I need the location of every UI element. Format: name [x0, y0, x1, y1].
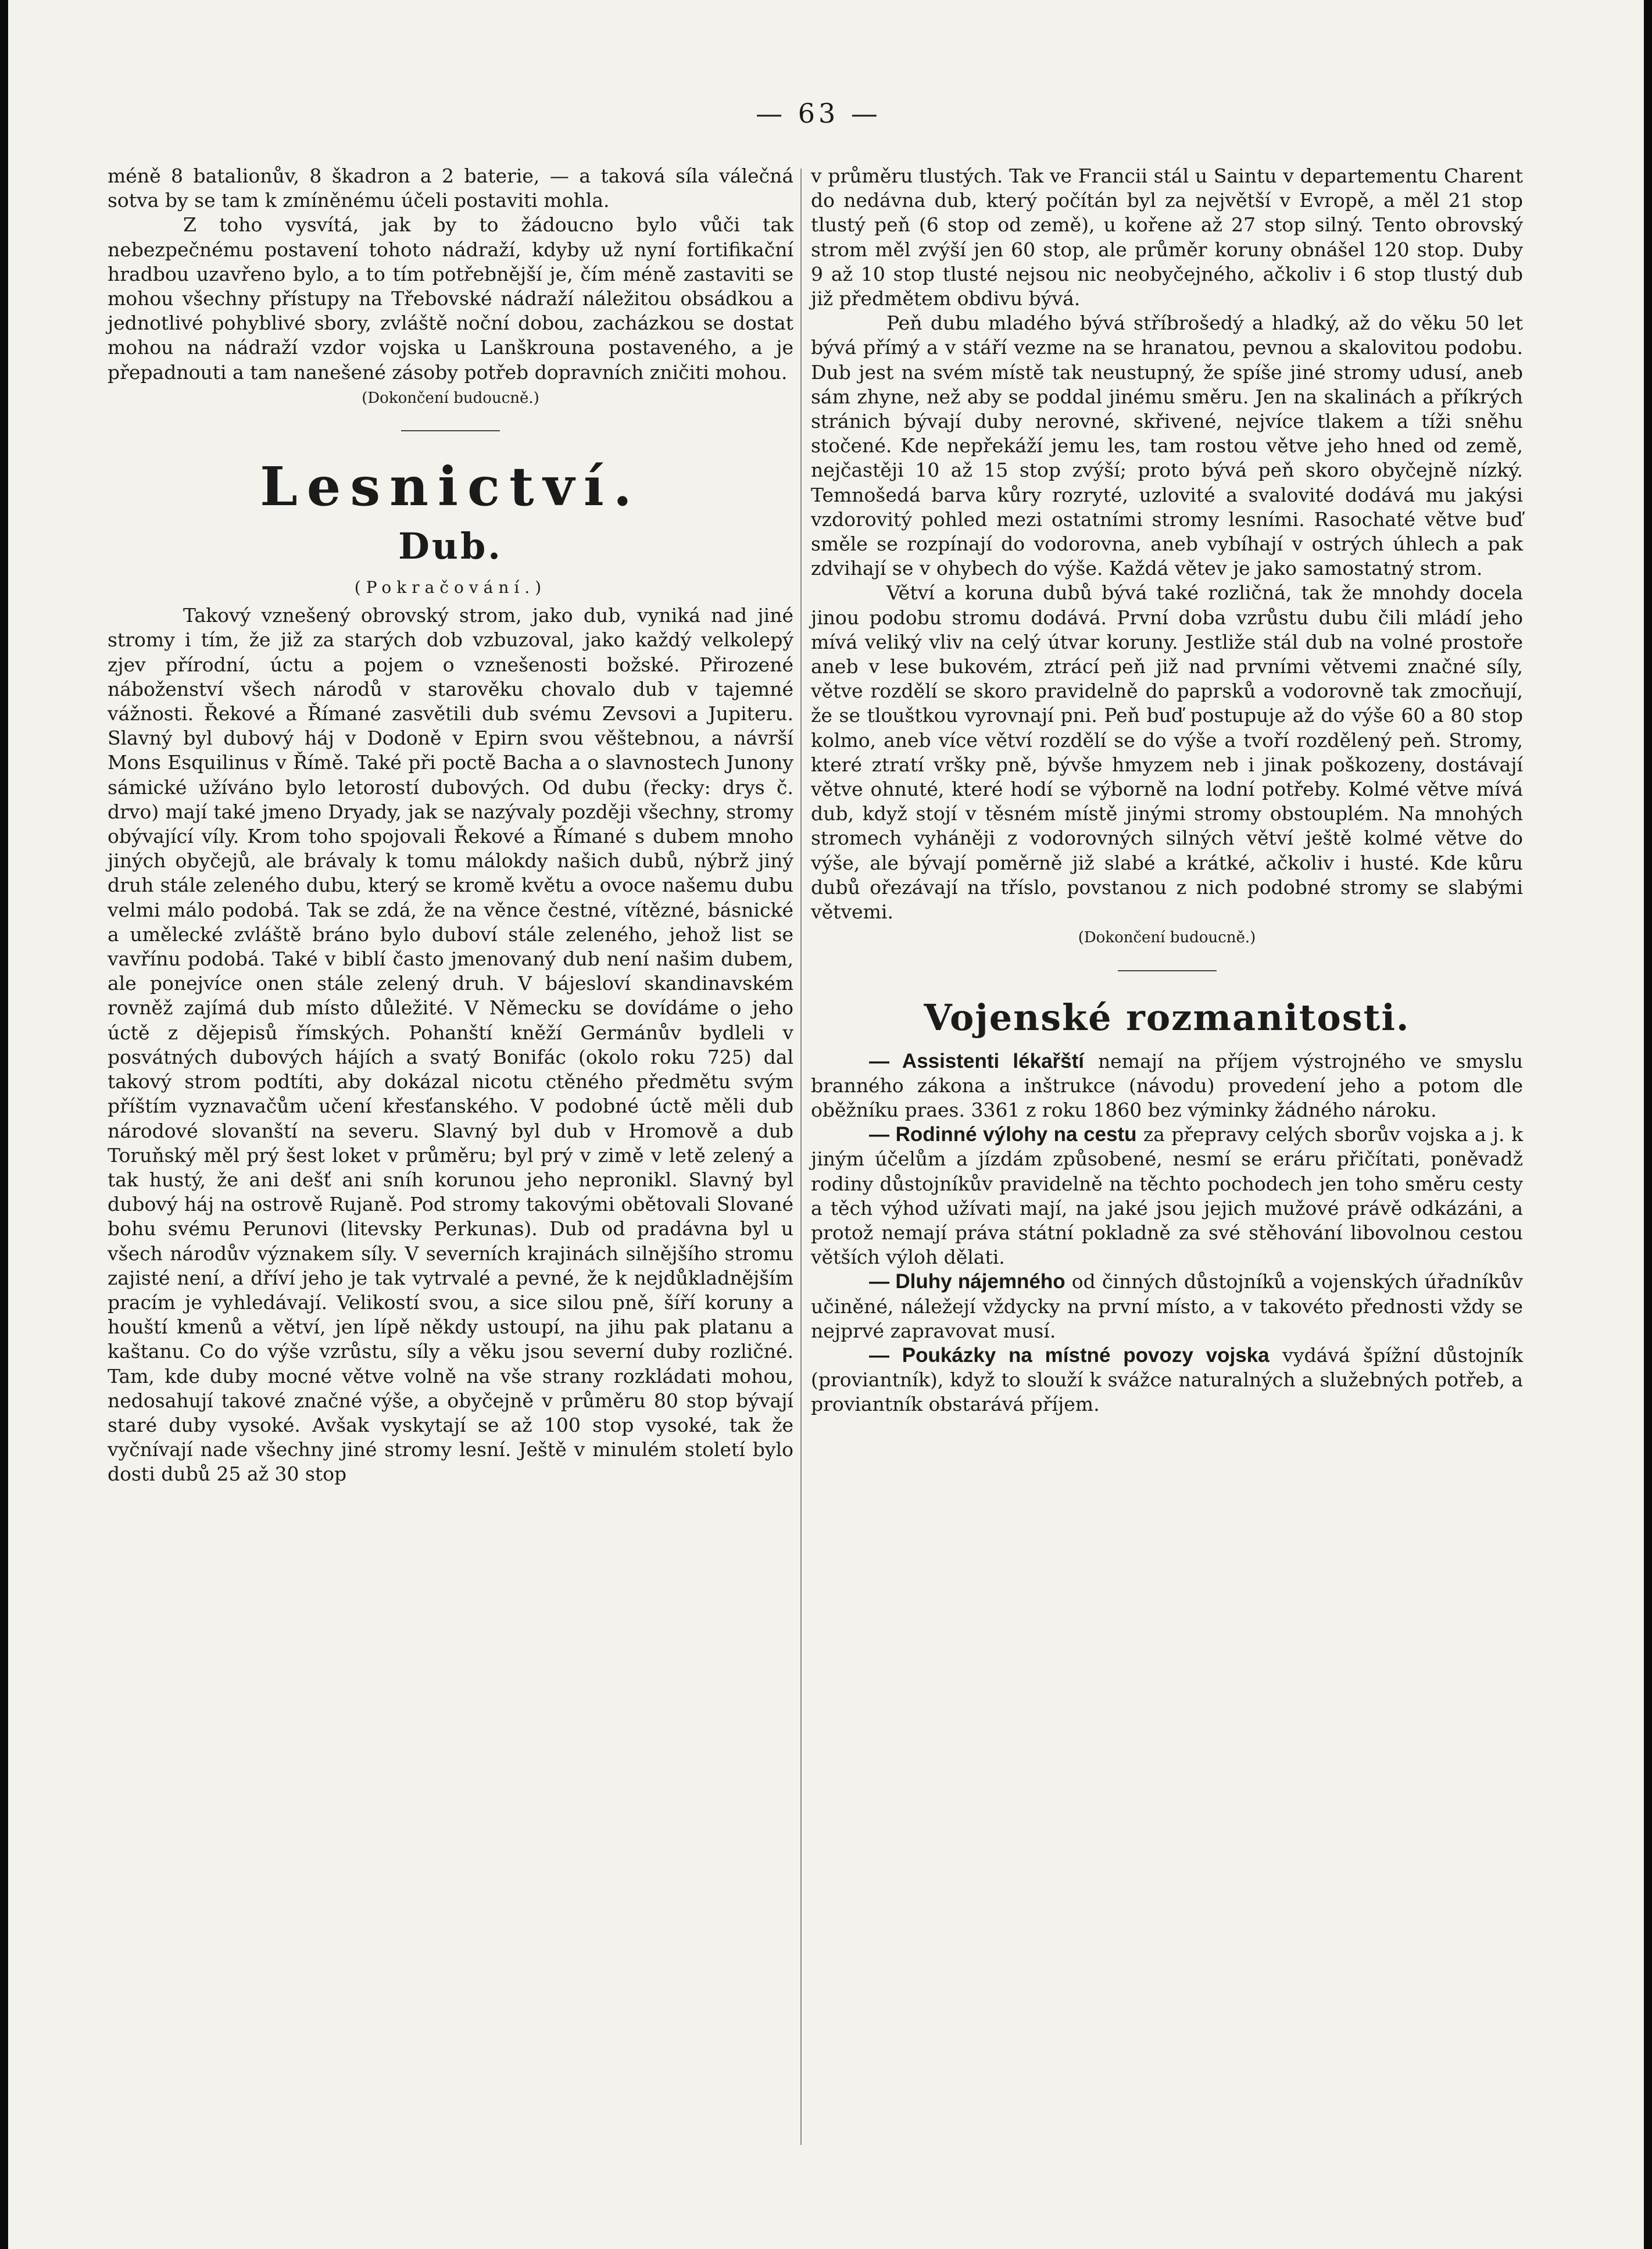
oak-size-paragraph: v průměru tlustých. Tak ve Francii stál u Saintu v departementu Charent do nedávna dub, který počítán byl za největší v Evropě, a měl 21 stop tlustý peň (6 stop od země), u kořene až 27 stop silný. Tento obrovský strom měl zvýší jen 60 stop, ale průměr koruny obnášel 120 stop. Duby 9 až 10 stop tlusté nejsou nic neobyčejného, ačkoliv i 6 stop tlustý dub již předmětem obdivu bývá.: [811, 165, 1523, 310]
right-column: [811, 164, 1523, 1417]
item-lead: — Rodinné výlohy na cestu: [869, 1123, 1137, 1146]
continuation-note: (Pokračování.): [354, 578, 547, 598]
column-divider: [800, 169, 802, 2145]
item-text: za přepravy celých sborův vojska a j. k jiným účelům a jízdám způsobené, nesmí se eráru přičítati, poněvadž rodiny důstojníkův pravidelně na těchto pochodech jen toho směru cesty a těch výhod užívati mají, na jaké jsou jejich mužové právě odkázáni, a protož nemají práva státní pokladně za své stěhování libovolnou cestou větších výloh dělati.: [811, 1123, 1523, 1269]
military-item: [811, 1343, 1523, 1417]
scan-border-left: [0, 0, 8, 2249]
continued-note-right: (Dokončení budoucně.): [1078, 929, 1256, 947]
left-column: [108, 164, 793, 1487]
section-title-forestry: Lesnictví.: [260, 455, 641, 519]
military-item: [811, 1122, 1523, 1270]
military-item: [811, 1270, 1523, 1343]
item-lead: — Poukázky na místné povozy vojska: [869, 1343, 1270, 1367]
section-title-military: Vojenské rozmanitosti.: [924, 996, 1410, 1039]
military-item: [811, 1049, 1523, 1123]
oak-trunk-paragraph: Peň dubu mladého bývá stříbrošedý a hladký, až do věku 50 let bývá přímý a v stáří vezme na se hranatou, pevnou a skalovitou podobu. Dub jest na svém místě tak neustupný, že spíše jiné stromy udusí, aneb sám zhyne, než aby se poddal jinému směru. Jen na skalinách a příkrých stránich bývají duby nerovné, skřivené, nejvíce tlakem a tíži sněhu stočené. Kde nepřekáží jemu les, tam rostou větve jeho hned od země, nejčastěji 10 až 15 stop zvýší; proto bývá peň skoro obyčejně nízký. Temnošedá barva kůry rozryté, uzlovité a svalovité dodává mu jakýsi vzdorovitý pohled mezi ostatními stromy lesními. Rasochaté větve buď směle se rozpínají do vodorovna, aneb vybíhají v ostrých úhlech a pak zdvihají se v ohybech do výše. Každá větev je jako samostatný strom.: [811, 312, 1523, 580]
scan-border-right: [1644, 0, 1652, 2249]
item-text: vydává špížní důstojník (proviantník), když to slouží k svážce naturalných a služebných potřeb, a proviantník obstarává příjem.: [811, 1343, 1523, 1416]
item-text: nemají na příjem výstrojného ve smyslu branného zákona a inštrukce (návodu) provedení jeho a potom dle oběžníku praes. 3361 z roku 1860 bez výminky žádného nároku.: [811, 1049, 1523, 1121]
section-divider: [401, 430, 500, 431]
intro-paragraph: méně 8 batalionův, 8 škadron a 2 baterie, — a taková síla válečná sotva by se tam k zmíněnému účeli postaviti mohla.: [108, 165, 793, 212]
subsection-title-oak: Dub.: [398, 525, 503, 568]
item-lead: — Dluhy nájemného: [869, 1270, 1065, 1293]
oak-crown-paragraph: Větví a koruna dubů bývá také rozličná, tak že mnohdy docela jinou podobu stromu dodává. První doba vzrůstu dubu čili mládí jeho mívá veliký vliv na celý útvar koruny. Jestliže stál dub na volné prostoře aneb v lese bukovém, ztrácí peň již nad prvními větvemi značné síly, větve rozdělí se skoro pravidelně do paprsků a vodorovně tak zmocňují, že se tlouštkou vyrovnají pni. Peň buď postupuje až do výše 60 a 80 stop kolmo, aneb více větví rozdělí se do výše a tvoří rozdělený peň. Stromy, které ztratí vršky pně, bývše hmyzem neb i jinak poškozeny, dostávají větve ohnuté, které hodí se výborně na lodní potřeby. Kolmé větve mívá dub, když stojí v těsném místě jinými stromy obstouplém. Na mnohých stromech vyháněji z vodorovných silných větví ještě kolmé větve do výše, ale bývají poměrně již slabé a krátké, ačkoliv i husté. Kde kůru dubů ořezávají na tříslo, povstanou z nich podobné stromy se slabými větvemi.: [811, 581, 1523, 924]
section-divider-right: [1118, 970, 1217, 971]
item-lead: — Assistenti lékařští: [869, 1049, 1085, 1072]
item-text: od činných důstojníků a vojenských úřadníkův učiněné, náležejí vždycky na první místo, a v takovéto přednosti vždy se nejprvé zapravovat musí.: [811, 1270, 1523, 1342]
continued-note: (Dokončení budoucně.): [362, 389, 539, 407]
oak-history-paragraph: Takový vznešený obrovský strom, jako dub, vyniká nad jiné stromy i tím, že již za starých dob vzbuzoval, jako každý velkolepý zjev přírodní, úctu a pojem o vznešenosti božské. Přirozené náboženství všech národů v starověku chovalo dub v tajemné vážnosti. Řekové a Římané zasvětili dub svému Zevsovi a Jupiteru. Slavný byl dubový háj v Dodoně v Epirn svou věštebnou, a návrší Mons Esquilinus v Římě. Také při poctě Bacha a o slavnostech Junony sámické užíváno bylo letorostí dubových. Od dubu (řecky: drys č. drvo) mají také jmeno Dryady, jak se nazývaly později všechny, stromy obývající víly. Krom toho spojovali Řekové a Římané s dubem mnoho jiných obyčejů, ale brávaly k tomu málokdy našich dubů, nýbrž jiný druh stále zeleného dubu, který se kromě květu a ovoce našemu dubu velmi málo podobá. Tak se zdá, že na věnce čestné, vítězné, básnické a umělecké zvláště bráno bylo duboví stále zeleného, jehož list se vavřínu podobá. Také v biblí často jmenovaný dub není našim dubem, ale ponejvíce onen stále zelený druh. V bájesloví skandinavském rovněž zajímá dub místo důležité. V Německu se dovídáme o jeho úctě z dějepisů římských. Pohanští kněží Germánův bydleli v posvátných dubových hájích a svatý Bonifác (okolo roku 725) dal takový strom podtíti, aby dokázal nicotu ctěného předmětu svým příštím vyznavačům učení křesťanského. V podobné úctě měli dub národové slovanští na severu. Slavný byl dub v Hromově a dub Toruňský měl prý šest loket v průměru; byl prý v zimě v letě zelený a tak hustý, že ani dešť ani sníh korunou jeho nepronikl. Slavný byl dubový háj na ostrově Rujaně. Pod stromy takovými obětovali Slované bohu svému Perunovi (litevsky Perkunas). Dub od pradávna byl u všech národův význakem síly. V severních krajinách silnějšího stromu zajisté není, a dříví jeho je tak vytrvalé a pevné, že k nejdůkladnějším pracím je vyhledávají. Velikostí svou, a sice silou pně, šíří koruny a houští kmenů a větví, jen lípě někdy ustoupí, na jihu pak platanu a kaštanu. Co do výše vzrůstu, síly a věku jsou severní duby rozličné. Tam, kde duby mocné větve volně na vše strany rozkládati mohou, nedosahují takové značné výše, a obyčejně v průměru 80 stop bývají staré duby vysoké. Avšak vyskytají se až 100 stop vysoké, tak že vyčnívají nade všechny jiné stromy lesní. Ještě v minulém století bylo dosti dubů 25 až 30 stop: [108, 604, 793, 1486]
page-number: — 63 —: [756, 98, 881, 129]
fortification-paragraph: Z toho vysvítá, jak by to žádoucno bylo vůči tak nebezpečnému postavení tohoto nádraží, kdyby už nyní fortifikační hradbou uzavřeno bylo, a to tím potřebnější je, čím méně zastaviti se mohou všechny přístupy na Třebovské nádraží náležitou obsádkou a jednotlivé pohyblivé sbory, zvláště noční dobou, zacházkou se dostat mohou na nádraží vzdor vojska u Lanškrouna postaveného, a je přepadnouti a tam nanešené zásoby potřeb dopravních zničiti mohou.: [108, 213, 793, 384]
